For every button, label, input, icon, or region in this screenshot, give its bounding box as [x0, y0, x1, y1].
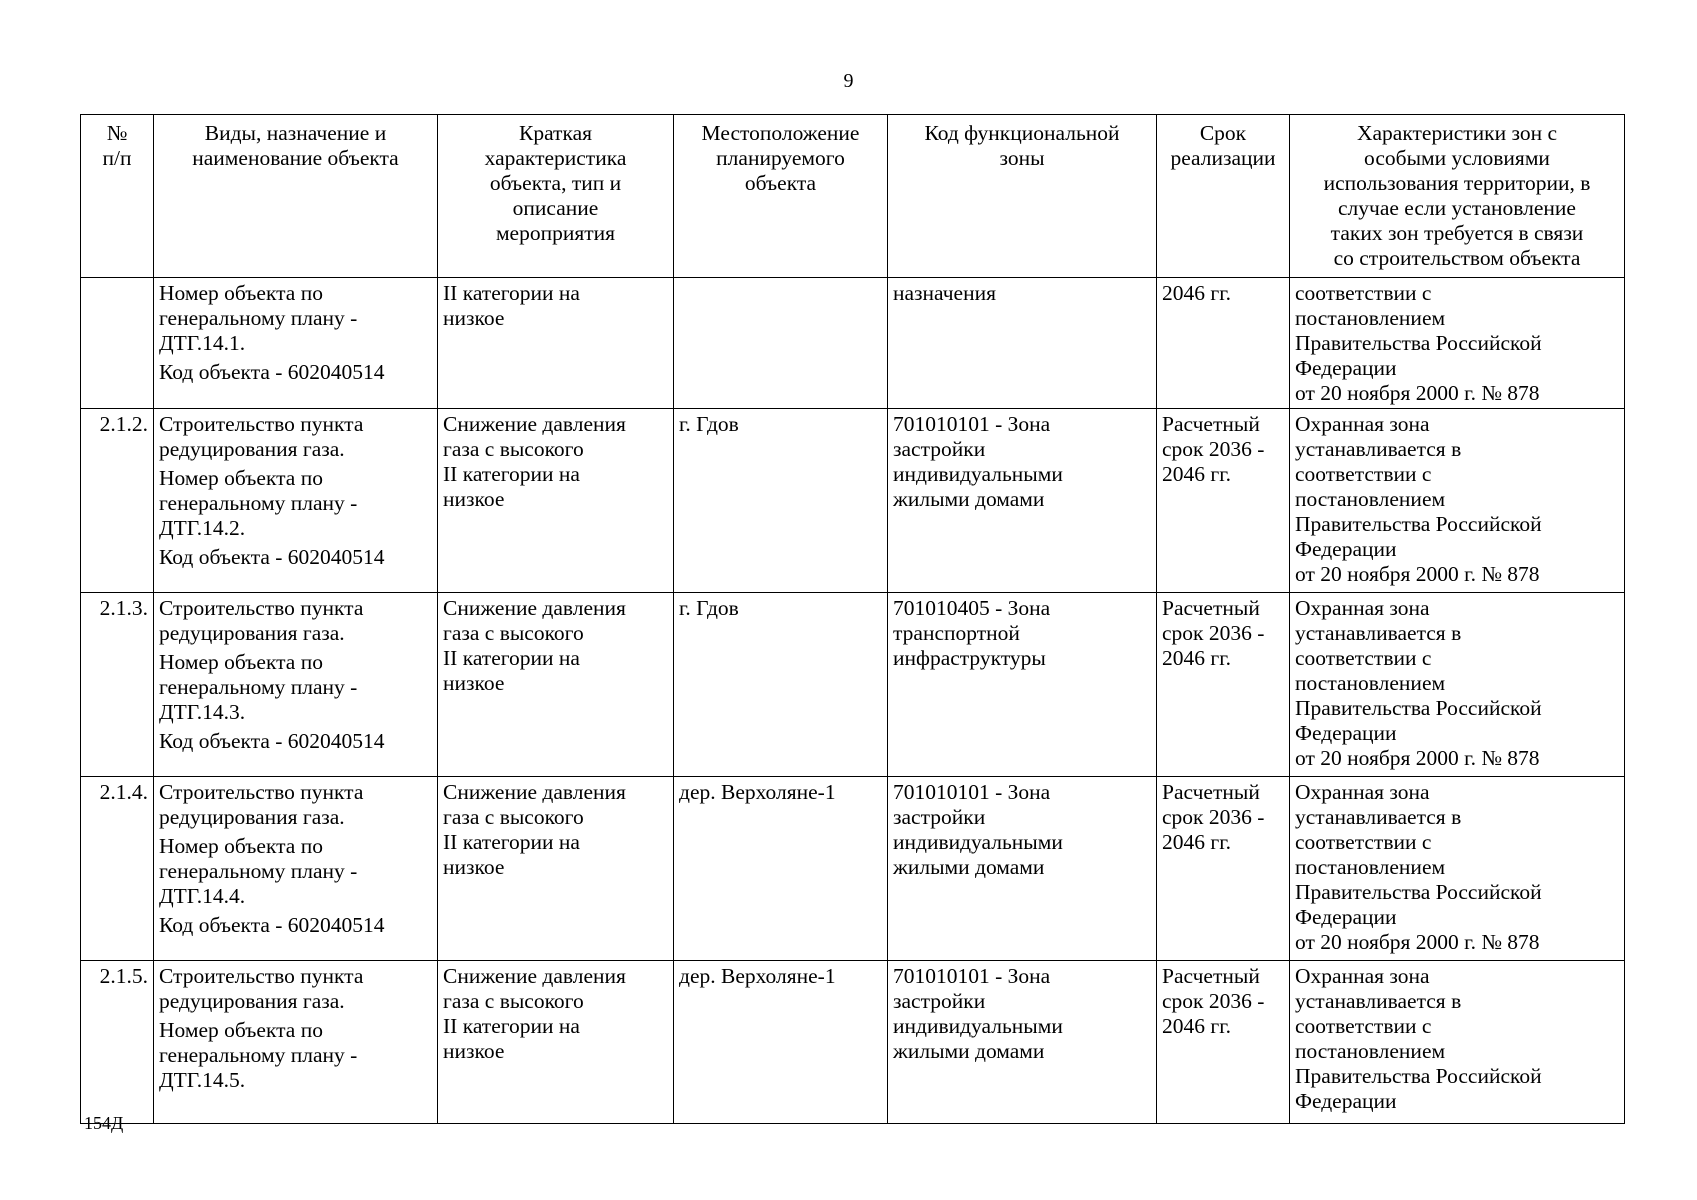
- cell-number: [81, 278, 154, 409]
- text-line: описание: [512, 196, 599, 220]
- cell-zone-code: [888, 278, 1157, 409]
- text-line: Расчетный: [1162, 780, 1260, 804]
- cell-term: [1157, 777, 1290, 961]
- text-line: 2046 гг.: [1162, 462, 1231, 486]
- text-line: Снижение давления: [443, 964, 626, 988]
- text-line: Расчетный: [1162, 412, 1260, 436]
- text-line: жилыми домами: [893, 1039, 1045, 1063]
- text-line: II категории на: [443, 646, 580, 670]
- cell-zone-code: [888, 593, 1157, 777]
- cell-description: [438, 593, 674, 777]
- object-title-lines: [159, 964, 432, 1014]
- text-line: Охранная зона: [1295, 412, 1430, 436]
- cell-description: [438, 409, 674, 593]
- cell-restrictions: [1290, 593, 1625, 777]
- text-line: со строительством объекта: [1333, 246, 1581, 270]
- text-line: Номер объекта по: [159, 281, 323, 305]
- cell-zone-code: [888, 961, 1157, 1124]
- text-line: мероприятия: [495, 221, 616, 245]
- text-line: 2046 гг.: [1162, 281, 1231, 305]
- text-line: соответствии с: [1295, 462, 1432, 486]
- object-number-lines: [159, 650, 432, 725]
- object-number-lines: [159, 466, 432, 541]
- table-row: [81, 409, 1625, 593]
- cell-restrictions: [1290, 961, 1625, 1124]
- text-line: Местоположение: [701, 121, 860, 145]
- text-line: редуцирования газа.: [159, 805, 345, 829]
- object-number-lines: [159, 1018, 432, 1093]
- text-line: генеральному плану -: [159, 491, 358, 515]
- text-line: п/п: [102, 146, 132, 170]
- text-line: Виды, назначение и: [204, 121, 387, 145]
- text-line: случае если установление: [1338, 196, 1576, 220]
- text-line: Код функциональной: [924, 121, 1120, 145]
- text-line: Федерации: [1295, 905, 1397, 929]
- text-line: устанавливается в: [1295, 437, 1462, 461]
- text-line: Номер объекта по: [159, 834, 323, 858]
- cell-number: 2.1.3.: [81, 593, 154, 777]
- object-number-lines: [159, 834, 432, 909]
- text-line: генеральному плану -: [159, 1043, 358, 1067]
- text-line: Расчетный: [1162, 596, 1260, 620]
- cell-description: [438, 278, 674, 409]
- header-restrictions: [1290, 115, 1625, 278]
- text-line: соответствии с: [1295, 281, 1432, 305]
- cell-restrictions: [1290, 409, 1625, 593]
- text-line: срок 2036 -: [1162, 805, 1265, 829]
- header-description: [438, 115, 674, 278]
- object-code: Код объекта - 602040514: [159, 360, 385, 384]
- text-line: Расчетный: [1162, 964, 1260, 988]
- text-line: 2046 гг.: [1162, 646, 1231, 670]
- text-line: ДТГ.14.1.: [159, 331, 246, 355]
- text-line: 701010101 - Зона: [893, 412, 1051, 436]
- cell-location: г. Гдов: [674, 593, 888, 777]
- text-line: постановлением: [1295, 855, 1446, 879]
- text-line: Срок: [1199, 121, 1247, 145]
- text-line: Федерации: [1295, 1089, 1397, 1113]
- cell-term: [1157, 278, 1290, 409]
- text-line: 701010101 - Зона: [893, 964, 1051, 988]
- text-line: Федерации: [1295, 537, 1397, 561]
- text-line: Правительства Российской: [1295, 512, 1542, 536]
- text-line: II категории на: [443, 462, 580, 486]
- text-line: срок 2036 -: [1162, 437, 1265, 461]
- text-line: низкое: [443, 671, 505, 695]
- cell-object: [154, 961, 438, 1124]
- text-line: застройки: [893, 805, 986, 829]
- text-line: объекта, тип и: [489, 171, 622, 195]
- cell-term: [1157, 961, 1290, 1124]
- text-line: жилыми домами: [893, 855, 1045, 879]
- text-line: Правительства Российской: [1295, 331, 1542, 355]
- text-line: II категории на: [443, 1014, 580, 1038]
- text-line: Строительство пункта: [159, 964, 364, 988]
- text-line: использования территории, в: [1323, 171, 1591, 195]
- text-line: газа с высокого: [443, 437, 584, 461]
- text-line: генеральному плану -: [159, 675, 358, 699]
- footer-code: 154Д: [84, 1113, 124, 1133]
- text-line: Снижение давления: [443, 412, 626, 436]
- text-line: от 20 ноября 2000 г. № 878: [1295, 746, 1540, 770]
- text-line: объекта: [744, 171, 817, 195]
- text-line: редуцирования газа.: [159, 437, 345, 461]
- text-line: индивидуальными: [893, 1014, 1063, 1038]
- text-line: низкое: [443, 855, 505, 879]
- text-line: таких зон требуется в связи: [1330, 221, 1584, 245]
- cell-number: 2.1.2.: [81, 409, 154, 593]
- text-line: Строительство пункта: [159, 780, 364, 804]
- cell-zone-code: [888, 777, 1157, 961]
- object-title-lines: [159, 596, 432, 646]
- cell-description: [438, 961, 674, 1124]
- text-line: Строительство пункта: [159, 596, 364, 620]
- cell-object: [154, 278, 438, 409]
- header-object-type: [154, 115, 438, 278]
- text-line: транспортной: [893, 621, 1020, 645]
- text-line: Правительства Российской: [1295, 1064, 1542, 1088]
- text-line: от 20 ноября 2000 г. № 878: [1295, 562, 1540, 586]
- text-line: устанавливается в: [1295, 805, 1462, 829]
- cell-number: 2.1.5.: [81, 961, 154, 1124]
- text-line: срок 2036 -: [1162, 989, 1265, 1013]
- cell-description: [438, 777, 674, 961]
- cell-number: 2.1.4.: [81, 777, 154, 961]
- text-line: постановлением: [1295, 306, 1446, 330]
- object-title-lines: [159, 780, 432, 830]
- text-line: генеральному плану -: [159, 859, 358, 883]
- text-line: постановлением: [1295, 1039, 1446, 1063]
- text-line: застройки: [893, 989, 986, 1013]
- text-line: от 20 ноября 2000 г. № 878: [1295, 930, 1540, 954]
- text-line: Федерации: [1295, 356, 1397, 380]
- text-line: наименование объекта: [192, 146, 399, 170]
- text-line: генеральному плану -: [159, 306, 358, 330]
- header-location: [674, 115, 888, 278]
- text-line: 2046 гг.: [1162, 830, 1231, 854]
- text-line: газа с высокого: [443, 621, 584, 645]
- text-line: зоны: [999, 146, 1045, 170]
- text-line: реализации: [1170, 146, 1276, 170]
- object-code: Код объекта - 602040514: [159, 913, 385, 937]
- cell-location: [674, 278, 888, 409]
- cell-term: [1157, 409, 1290, 593]
- table-row: [81, 961, 1625, 1124]
- text-line: Правительства Российской: [1295, 880, 1542, 904]
- object-code: Код объекта - 602040514: [159, 545, 385, 569]
- cell-location: дер. Верхоляне-1: [674, 961, 888, 1124]
- text-line: низкое: [443, 487, 505, 511]
- text-line: инфраструктуры: [893, 646, 1046, 670]
- text-line: индивидуальными: [893, 462, 1063, 486]
- text-line: Краткая: [518, 121, 593, 145]
- text-line: жилыми домами: [893, 487, 1045, 511]
- table-row-continuation: [81, 278, 1625, 409]
- text-line: соответствии с: [1295, 830, 1432, 854]
- text-line: II категории на: [443, 281, 580, 305]
- table-row: [81, 777, 1625, 961]
- text-line: №: [106, 121, 128, 145]
- table-row: [81, 593, 1625, 777]
- text-line: II категории на: [443, 830, 580, 854]
- text-line: Номер объекта по: [159, 466, 323, 490]
- text-line: индивидуальными: [893, 830, 1063, 854]
- text-line: 701010101 - Зона: [893, 780, 1051, 804]
- text-line: Федерации: [1295, 721, 1397, 745]
- page-number: 9: [843, 70, 854, 92]
- text-line: ДТГ.14.4.: [159, 884, 246, 908]
- header-number: [81, 115, 154, 278]
- text-line: особыми условиями: [1364, 146, 1550, 170]
- cell-object: [154, 409, 438, 593]
- text-line: от 20 ноября 2000 г. № 878: [1295, 381, 1540, 405]
- text-line: Снижение давления: [443, 596, 626, 620]
- text-line: характеристика: [484, 146, 627, 170]
- text-line: Охранная зона: [1295, 964, 1430, 988]
- cell-location: г. Гдов: [674, 409, 888, 593]
- text-line: постановлением: [1295, 487, 1446, 511]
- text-line: соответствии с: [1295, 646, 1432, 670]
- text-line: планируемого: [716, 146, 845, 170]
- text-line: низкое: [443, 306, 505, 330]
- header-term: [1157, 115, 1290, 278]
- object-number-lines: [159, 281, 432, 356]
- text-line: устанавливается в: [1295, 989, 1462, 1013]
- text-line: Номер объекта по: [159, 1018, 323, 1042]
- cell-location: дер. Верхоляне-1: [674, 777, 888, 961]
- text-line: низкое: [443, 1039, 505, 1063]
- text-line: Охранная зона: [1295, 780, 1430, 804]
- table-header-row: [81, 115, 1625, 278]
- cell-restrictions: [1290, 278, 1625, 409]
- text-line: назначения: [893, 281, 996, 305]
- text-line: ДТГ.14.3.: [159, 700, 246, 724]
- cell-object: [154, 777, 438, 961]
- cell-zone-code: [888, 409, 1157, 593]
- text-line: ДТГ.14.2.: [159, 516, 246, 540]
- cell-restrictions: [1290, 777, 1625, 961]
- object-code: Код объекта - 602040514: [159, 729, 385, 753]
- text-line: редуцирования газа.: [159, 621, 345, 645]
- text-line: застройки: [893, 437, 986, 461]
- text-line: соответствии с: [1295, 1014, 1432, 1038]
- cell-term: [1157, 593, 1290, 777]
- text-line: Номер объекта по: [159, 650, 323, 674]
- text-line: Характеристики зон с: [1356, 121, 1558, 145]
- cell-object: [154, 593, 438, 777]
- planned-objects-table: [80, 114, 1625, 1124]
- text-line: ДТГ.14.5.: [159, 1068, 246, 1092]
- text-line: газа с высокого: [443, 989, 584, 1013]
- text-line: 2046 гг.: [1162, 1014, 1231, 1038]
- header-zone-code: [888, 115, 1157, 278]
- text-line: 701010405 - Зона: [893, 596, 1051, 620]
- text-line: Охранная зона: [1295, 596, 1430, 620]
- object-title-lines: [159, 412, 432, 462]
- text-line: постановлением: [1295, 671, 1446, 695]
- text-line: Правительства Российской: [1295, 696, 1542, 720]
- text-line: газа с высокого: [443, 805, 584, 829]
- text-line: устанавливается в: [1295, 621, 1462, 645]
- text-line: Снижение давления: [443, 780, 626, 804]
- text-line: срок 2036 -: [1162, 621, 1265, 645]
- text-line: редуцирования газа.: [159, 989, 345, 1013]
- text-line: Строительство пункта: [159, 412, 364, 436]
